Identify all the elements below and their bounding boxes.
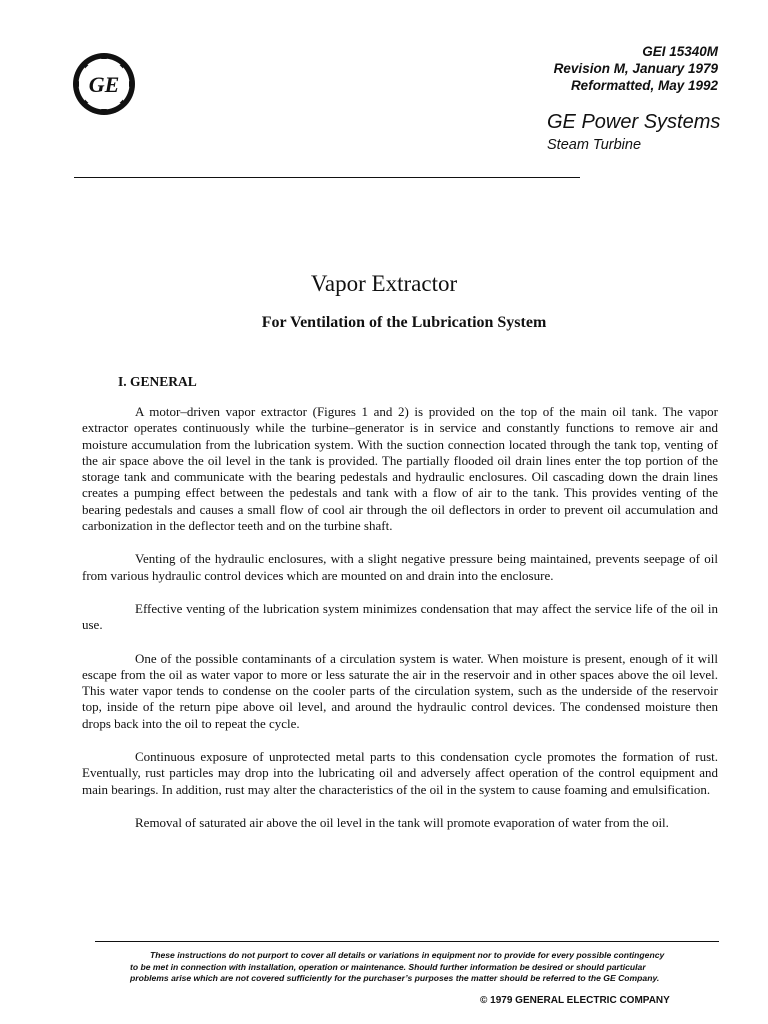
- ge-logo: [72, 52, 136, 116]
- company-name: GE Power Systems: [547, 111, 721, 133]
- header-divider: [74, 177, 580, 178]
- paragraph: Venting of the hydraulic enclosures, with a slight negative pressure being maintained, prevents seepage of oil from various hydraulic control devices which are mounted on and drain into the enclosure.: [82, 551, 718, 583]
- paragraph: A motor–driven vapor extractor (Figures 1 and 2) is provided on the top of the main oil tank. The vapor extractor operates continuously while the turbine–generator is in service and constantly functions to remove air and moisture accumulation from the lubrication system. With the suction connection located through the tank top, venting of the air space above the oil level in the tank is provided. The partially flooded oil drain lines enter the top portion of the storage tank and communicate with the bearing pedestals and hydraulic enclosures. Oil cascading down the drain lines creates a pumping effect between the pedestals and tank with a flow of air to the tank. This provides venting of the bearing pedestals and causes a small flow of cool air through the oil deflectors in order to prevent oil accumulation and carbonization in the deflector teeth and on the turbine shaft.: [82, 404, 718, 534]
- document-title: Vapor Extractor: [310, 271, 458, 296]
- paragraph: Removal of saturated air above the oil level in the tank will promote evaporation of water from the oil.: [135, 814, 669, 830]
- copyright-notice: © 1979 GENERAL ELECTRIC COMPANY: [480, 995, 670, 1006]
- paragraph: One of the possible contaminants of a circulation system is water. When moisture is present, enough of it will escape from the oil as water vapor to more or less saturate the air in the reservoir and in other spaces above the oil level. This water vapor tends to condense on the cooler parts of the circulation system, such as the underside of the reservoir top, inside of the return pipe above oil level, and around the hydraulic control devices. The condensed moisture then drops back into the oil to repeat the cycle.: [82, 650, 718, 731]
- paragraph: Effective venting of the lubrication system minimizes condensation that may affect the service life of the oil in use.: [82, 600, 718, 633]
- reformatted-date: Reformatted, May 1992: [570, 78, 718, 93]
- division-name: Steam Turbine: [547, 137, 642, 153]
- paragraph: Continuous exposure of unprotected metal parts to this condensation cycle promotes the formation of rust. Eventually, rust particles may drop into the lubricating oil and adversely affect operation of the control equipment and main bearings. In addition, rust may alter the characteristics of the oil in the system to cause foaming and emulsification.: [82, 749, 718, 797]
- svg-text:GE: GE: [88, 72, 120, 97]
- document-subtitle: For Ventilation of the Lubrication System: [261, 314, 547, 331]
- revision-date: Revision M, January 1979: [553, 61, 718, 76]
- ge-monogram-icon: [72, 52, 136, 116]
- footer-divider: [95, 941, 719, 942]
- body-text: [82, 404, 718, 848]
- document-number: GEI 15340M: [642, 44, 718, 59]
- document-info: [554, 43, 718, 94]
- footer-disclaimer: These instructions do not purport to cover all details or variations in equipment nor to provide for every possible contingency to be met in connection with installation, operation or maintenance. Should further information be desired or should particular problems arise which are not covered sufficiently for the purchaser’s purposes the matter should be referred to the GE Company.: [130, 950, 665, 983]
- section-heading: I. GENERAL: [118, 374, 197, 389]
